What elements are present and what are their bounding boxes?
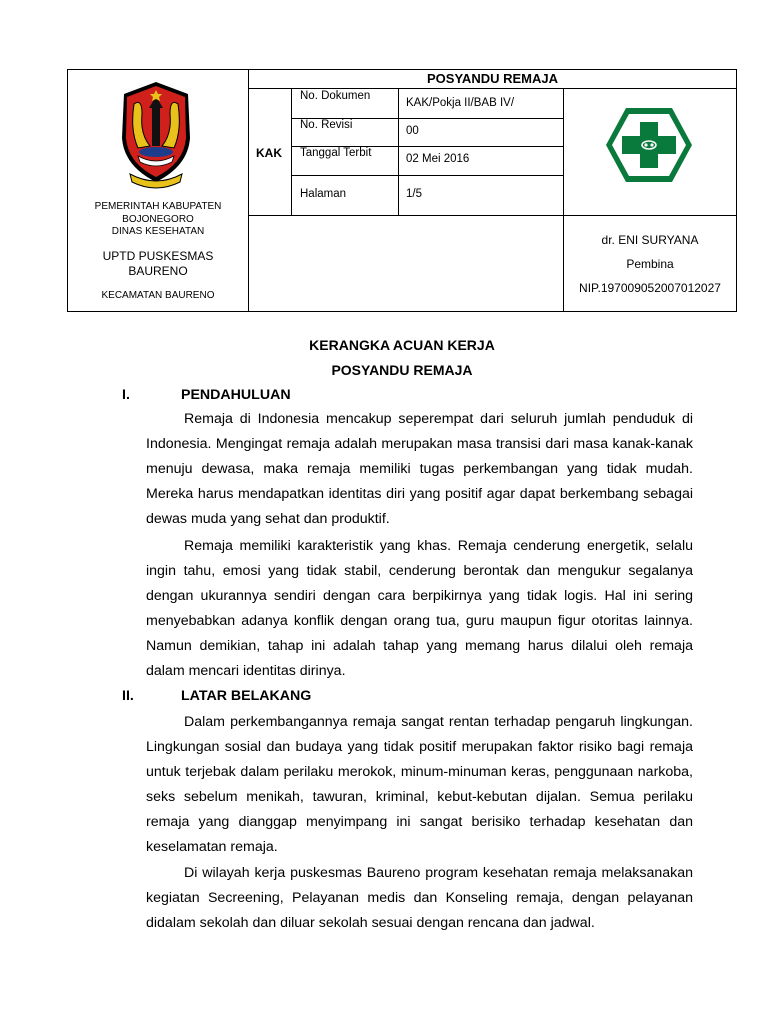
- section-1-title: PENDAHULUAN: [181, 387, 291, 403]
- header-org-name: [68, 201, 248, 239]
- signatory-rank: Pembina: [626, 257, 674, 271]
- section-1-paragraph-1: Remaja di Indonesia mencakup seperempat dari seluruh jumlah penduduk di Indonesia. Mengingat remaja adalah merupakan masa transisi dari masa kanak-kanak menuju dewasa, maka remaja memiliki tugas perkembangan yang tidak mudah. Mereka harus mendapatkan identitas diri yang positif agar dapat berkembang sebagai dewas muda yang sehat dan produktif.: [146, 411, 693, 528]
- row-label-halaman: Halaman: [300, 188, 347, 200]
- row-label-no-dokumen: No. Dokumen: [300, 90, 371, 102]
- org-line-2: BOJONEGORO: [122, 213, 194, 225]
- row-value-tanggal-terbit: 02 Mei 2016: [406, 153, 470, 165]
- section-2-paragraph-2: Di wilayah kerja puskesmas Baureno program kesehatan remaja melaksanakan kegiatan Secreening, Pelayanan medis dan Konseling remaja, dengan pelayanan didalam sekolah dan diluar sekolah sesuai dengan rencana dan jadwal.: [146, 865, 693, 932]
- unit-line-1: UPTD PUSKESMAS: [102, 249, 214, 263]
- row-value-no-dokumen: KAK/Pokja II/BAB IV/: [406, 97, 515, 109]
- org-line-1: PEMERINTAH KABUPATEN: [94, 201, 222, 212]
- section-2-title: LATAR BELAKANG: [181, 688, 312, 704]
- section-1-number: I.: [122, 387, 130, 403]
- section-1-paragraph-2: Remaja memiliki karakteristik yang khas. Remaja cenderung energetik, selalu ingin tahu, emosi yang tidak stabil, cenderung berontak dan mengukur segalanya dengan ukurannya sendiri dengan cara berpikirnya yang tidak logis. Hal ini sering menyebabkan adanya konflik dengan orang tua, guru maupun figur otoritas lainnya. Namun demikian, tahap ini adalah tahap yang memang harus dilalui oleh remaja dalam mencari identitas dirinya.: [146, 538, 693, 680]
- section-2-paragraph-1: Dalam perkembangannya remaja sangat rentan terhadap pengaruh lingkungan. Lingkungan sosial dan budaya yang tidak positif merupakan faktor risiko bagi remaja untuk terjebak dalam perilaku merokok, minum-minuman keras, penggunaan narkoba, seks sebelum menikah, tawuran, kriminal, kebut-kebutan dijalan. Semua perilaku remaja yang dianggap menyimpang ini sangat berisiko terhadap kesehatan dan keselamatan remaja.: [146, 714, 693, 856]
- header-doc-title: POSYANDU REMAJA: [427, 71, 558, 86]
- signatory-nip: NIP.197009052007012027: [579, 281, 721, 295]
- org-line-3: DINAS KESEHATAN: [111, 226, 205, 237]
- signatory-name: dr. ENI SURYANA: [601, 233, 699, 247]
- row-label-tanggal-terbit: Tanggal Terbit: [300, 147, 372, 159]
- unit-line-2: BAURENO: [128, 264, 188, 278]
- header-district: KECAMATAN BAURENO: [101, 290, 215, 301]
- puskesmas-logo: [604, 106, 694, 184]
- section-2-number: II.: [122, 688, 134, 704]
- header-signatory: [564, 228, 736, 300]
- row-value-halaman: 1/5: [406, 188, 422, 200]
- row-value-no-revisi: 00: [406, 125, 419, 137]
- header-doc-type: KAK: [256, 146, 282, 160]
- row-label-no-revisi: No. Revisi: [300, 119, 353, 131]
- regency-crest-logo: [116, 78, 196, 192]
- header-unit-name: [68, 249, 248, 279]
- document-title-line-1: KERANGKA ACUAN KERJA: [309, 337, 495, 353]
- document-title-line-2: POSYANDU REMAJA: [331, 362, 473, 378]
